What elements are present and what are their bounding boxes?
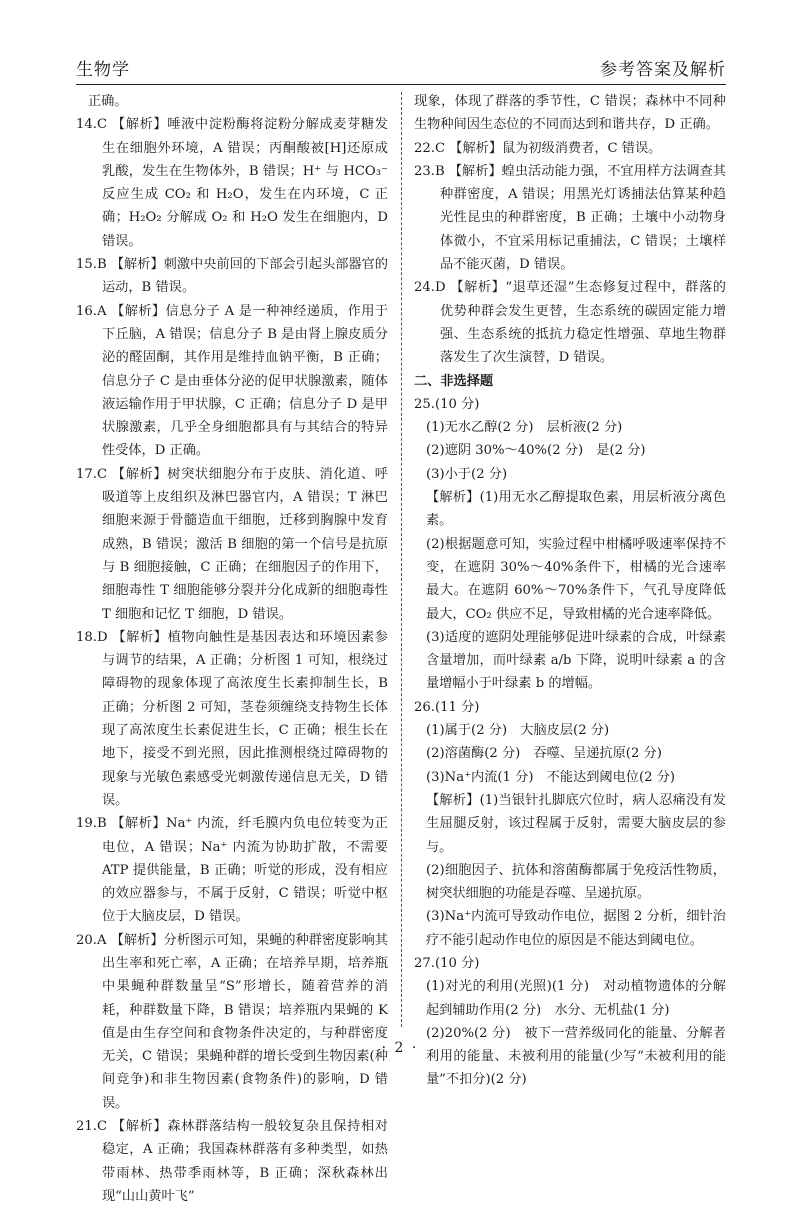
- column-divider: [401, 92, 402, 1027]
- subject-title: 生物学: [76, 60, 130, 80]
- analysis-paragraph: (2)根据题意可知，实验过程中柑橘呼吸速率保持不变，在遮阴 30%～40%条件下，柑橘的光合速率最大。在遮阴 60%～70%条件下，气孔导度降低最大，CO₂ 供应不足，导致柑橘的光合速率降低。: [426, 536, 726, 622]
- question-heading-25: 25.(10 分): [414, 396, 480, 412]
- answer-item-15: 15.B 【解析】刺激中央前回的下部会引起头部器官的运动，B 错误。: [76, 257, 388, 296]
- answer-line: (2)溶菌酶(2 分) 吞噬、呈递抗原(2 分): [426, 746, 662, 762]
- page-header: [76, 44, 726, 85]
- document-title: 参考答案及解析: [600, 60, 726, 80]
- answer-item-24: 24.D 【解析】“退草还湿”生态修复过程中，群落的优势种群会发生更替，生态系统的碳固定能力增强、生态系统的抵抗力稳定性增强、草地生物群落发生了次生演替，D 错误。: [414, 280, 726, 366]
- answer-item-23: 23.B 【解析】蝗虫活动能力强，不宜用样方法调查其种群密度，A 错误；用黑光灯诱捕法估算某种趋光性昆虫的种群密度，B 正确；土壤中小动物身体微小，不宜采用标记重捕法，C 错误；土壤样品不能灭菌，D 错误。: [414, 163, 726, 273]
- right-column: [414, 90, 726, 1092]
- answer-item-22: 22.C 【解析】鼠为初级消费者，C 错误。: [414, 140, 662, 156]
- answer-item-16: 16.A 【解析】信息分子 A 是一种神经递质，作用于下丘脑，A 错误；信息分子 B 是由肾上腺皮质分泌的醛固酮，其作用是维持血钠平衡，B 正确；信息分子 C 是由垂体分泌的促甲状腺激素，随体液运输作用于甲状腺，C 正确；信息分子 D 是甲状腺激素，几乎全身细胞都具有与其结合的特异性受体，D 正确。: [76, 303, 388, 459]
- question-heading-26: 26.(11 分): [414, 699, 480, 715]
- answer-paragraph: 正确。: [88, 94, 128, 109]
- answer-line: (3)Na⁺内流(1 分) 不能达到阈电位(2 分): [426, 769, 676, 785]
- answer-item-17: 17.C 【解析】树突状细胞分布于皮肤、消化道、呼吸道等上皮组织及淋巴器官内，A 错误；T 淋巴细胞来源于骨髓造血干细胞，迁移到胸腺中发育成熟，B 错误；激活 B 细胞的第一个信号是抗原与 B 细胞接触，C 正确；在细胞因子的作用下，细胞毒性 T 细胞能够分裂并分化成新的细胞毒性 T 细胞和记忆 T 细胞，D 错误。: [76, 466, 388, 622]
- analysis-paragraph: (2)细胞因子、抗体和溶菌酶都属于免疫活性物质，树突状细胞的功能是吞噬、呈递抗原。: [426, 862, 726, 902]
- answer-line: (2)20%(2 分) 被下一营养级同化的能量、分解者利用的能量、未被利用的能量(少写“未被利用的能量”不扣分)(2 分): [426, 1025, 726, 1088]
- answer-line: (2)遮阴 30%～40%(2 分) 是(2 分): [426, 443, 646, 459]
- answer-line: (3)小于(2 分): [426, 466, 508, 482]
- answer-item-14: 14.C 【解析】唾液中淀粉酶将淀粉分解成麦芽糖发生在细胞外环境，A 错误；丙酮酸被[H]还原成乳酸，发生在生物体外，B 错误；H⁺ 与 HCO₃⁻ 反应生成 CO₂ 和 H₂O，发生在内环境，C 正确；H₂O₂ 分解成 O₂ 和 H₂O 发生在细胞内，D 错误。: [76, 117, 388, 249]
- answer-item-20: 20.A 【解析】分析图示可知，果蝇的种群密度影响其出生率和死亡率，A 正确；在培养早期，培养瓶中果蝇种群数量呈“S”形增长，随着营养的消耗，种群数量下降，B 错误；培养瓶内果蝇的 K 值是由生存空间和食物条件决定的，与种群密度无关，C 错误；果蝇种群的增长受到生物因素(种间竞争)和非生物因素(食物条件)的影响，D 错误。: [76, 932, 388, 1111]
- analysis-paragraph: (3)适度的遮阴处理能够促进叶绿素的合成，叶绿素含量增加，而叶绿素 a/b 下降，说明叶绿素 a 的含量增幅小于叶绿素 b 的增幅。: [426, 629, 726, 692]
- answer-item-21: 21.C 【解析】森林群落结构一般较复杂且保持相对稳定，A 正确；我国森林群落有多种类型，如热带雨林、热带季雨林等，B 正确；深秋森林出现“山山黄叶飞”: [76, 1119, 388, 1204]
- analysis-paragraph: 【解析】(1)当银针扎脚底穴位时，病人忍痛没有发生屈腿反射，该过程属于反射，需要大脑皮层的参与。: [426, 792, 726, 855]
- answer-item-18: 18.D 【解析】植物向触性是基因表达和环境因素参与调节的结果，A 正确；分析图 1 可知，根绕过障碍物的现象体现了高浓度生长素抑制生长，B 正确；分析图 2 可知，茎卷须缠绕支持物生长体现了高浓度生长素促进生长，C 正确；根生长在地下，接受不到光照，因此推测根绕过障碍物的现象与光敏色素感受光刺激传递信息无关，D 错误。: [76, 629, 388, 808]
- answer-paragraph: 现象，体现了群落的季节性，C 错误；森林中不同种生物种间因生态位的不同而达到和谐共存，D 正确。: [414, 94, 726, 133]
- answer-line: (1)无水乙醇(2 分) 层析液(2 分): [426, 420, 623, 436]
- section-heading: 二、非选择题: [414, 373, 494, 389]
- analysis-paragraph: 【解析】(1)用无水乙醇提取色素，用层析液分离色素。: [426, 490, 726, 529]
- answer-item-19: 19.B 【解析】Na⁺ 内流，纤毛膜内负电位转变为正电位，A 错误；Na⁺ 内流为协助扩散，不需要 ATP 提供能量，B 正确；听觉的形成，没有相应的效应器参与，不属于反射，C 错误；听觉中枢位于大脑皮层，D 错误。: [76, 816, 388, 925]
- answer-line: (1)属于(2 分) 大脑皮层(2 分): [426, 723, 610, 739]
- question-heading-27: 27.(10 分): [414, 955, 480, 971]
- analysis-paragraph: (3)Na⁺内流可导致动作电位，据图 2 分析，细针治疗不能引起动作电位的原因是不能达到阈电位。: [426, 909, 726, 948]
- answer-line: (1)对光的利用(光照)(1 分) 对动植物遗体的分解起到辅助作用(2 分) 水分、无机盐(1 分): [426, 979, 726, 1018]
- page-number: · 2 ·: [381, 1040, 419, 1056]
